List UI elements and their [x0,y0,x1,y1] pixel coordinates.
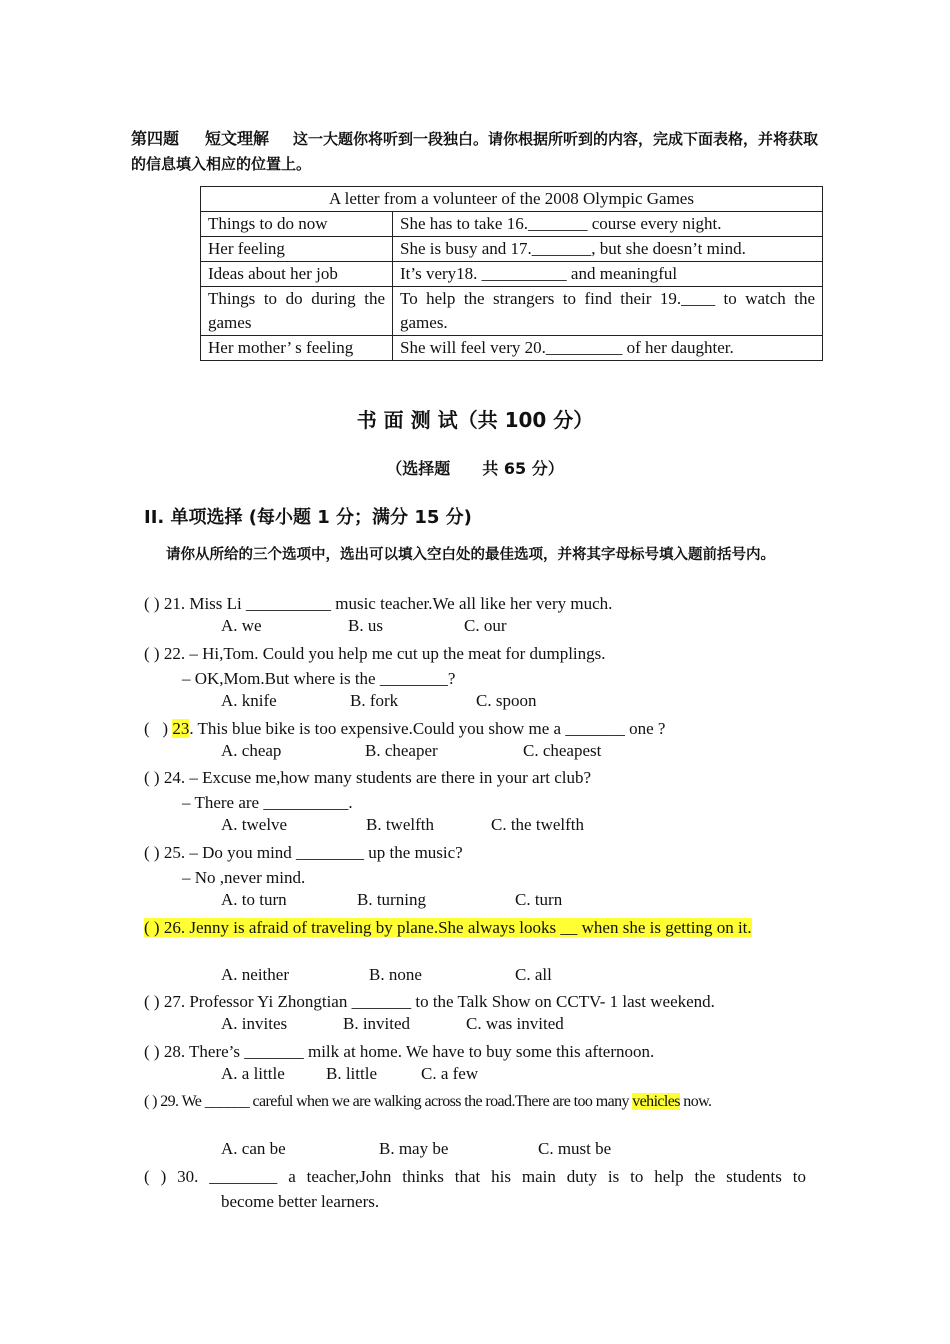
q22-option-c: C. spoon [476,691,537,710]
volunteer-letter-table [200,186,823,361]
question-30-continuation: become better learners. [221,1192,380,1211]
question-23-stem [144,716,665,741]
q29-highlight-word: vehicles [632,1093,680,1110]
section4-subtitle: 短文理解 [205,129,270,148]
section4-instruction: 这一大题你将听到一段独白。请你根据所听到的内容，完成下面表格，并将获取的信息填入相应的位置上。 [131,130,819,173]
table-row-label: Her mother’ s feeling [201,336,393,361]
q23-number-highlight: 23 [172,719,190,738]
q27-option-c: C. was invited [466,1014,564,1033]
table-row-label: Ideas about her job [201,262,393,287]
question-22-stem: ( ) 22. – Hi,Tom. Could you help me cut up the meat for dumplings. [144,644,606,663]
q26-option-c: C. all [515,965,552,984]
q29-option-c: C. must be [538,1139,612,1158]
table-header-row [201,187,823,212]
q29-option-b: B. may be [379,1139,449,1158]
q22-option-a: A. knife [221,691,277,710]
q27-option-a: A. invites [221,1014,288,1033]
question-21-stem: ( ) 21. Miss Li __________ music teacher.We all like her very much. [144,594,613,613]
question-24-reply: – There are __________. [182,793,353,812]
section4-title: 第四题 [131,129,180,148]
table-row-content: She has to take 16._______ course every night. [393,212,823,237]
table-row [201,287,823,336]
section4-heading [131,126,821,177]
q21-option-c: C. our [464,616,507,635]
table-row-label: Her feeling [201,237,393,262]
q26-option-b: B. none [369,965,422,984]
q23-prefix: ( ) [144,719,173,738]
q23-option-c: C. cheapest [523,741,602,760]
q25-option-a: A. to turn [221,890,287,909]
q27-option-b: B. invited [343,1014,411,1033]
table-row-content: To help the strangers to find their 19.____ to watch the games. [393,287,823,336]
table-row-label: Things to do now [201,212,393,237]
table-row [201,262,823,287]
question-29-stem [144,1089,806,1114]
table-row [201,237,823,262]
question-30-stem: ( ) 30. ________ a teacher,John thinks that his main duty is to help the students to [144,1167,806,1186]
q23-rest: . This blue bike is too expensive.Could you show me a _______ one ? [189,719,666,738]
table-row [201,212,823,237]
q28-option-c: C. a few [421,1064,479,1083]
question-28-stem: ( ) 28. There’s _______ milk at home. We have to buy some this afternoon. [144,1042,655,1061]
written-test-subtitle: （选择题 共 65 分） [386,459,564,478]
question-25-reply: – No ,never mind. [182,868,306,887]
table-row-content: It’s very18. __________ and meaningful [393,262,823,287]
table-row-content: She is busy and 17._______, but she doesn’t mind. [393,237,823,262]
question-24-stem: ( ) 24. – Excuse me,how many students are there in your art club? [144,768,592,787]
table-header: A letter from a volunteer of the 2008 Olympic Games [201,187,823,212]
q23-option-b: B. cheaper [365,741,438,760]
question-25-stem: ( ) 25. – Do you mind ________ up the music? [144,843,463,862]
q29-option-a: A. can be [221,1139,286,1158]
question-22-reply: – OK,Mom.But where is the ________? [182,669,456,688]
q24-option-c: C. the twelfth [491,815,585,834]
part2-title: II. 单项选择 (每小题 1 分；满分 15 分) [144,507,472,528]
q22-option-b: B. fork [350,691,399,710]
table-row-content: She will feel very 20._________ of her daughter. [393,336,823,361]
q29-prefix: ( ) 29. We ______ careful when we are walking across the road.There are too many [144,1093,633,1110]
q25-option-c: C. turn [515,890,563,909]
q28-option-b: B. little [326,1064,377,1083]
table-row [201,336,823,361]
question-26-stem [144,915,806,940]
q24-option-a: A. twelve [221,815,288,834]
q26-option-a: A. neither [221,965,289,984]
q21-option-a: A. we [221,616,262,635]
q26-highlight-text: ( ) 26. Jenny is afraid of traveling by plane.She always looks __ when she is getting on it. [144,918,752,937]
q23-option-a: A. cheap [221,741,282,760]
q24-option-b: B. twelfth [366,815,434,834]
q29-suffix: now. [679,1093,712,1110]
written-test-title [0,404,950,433]
q25-option-b: B. turning [357,890,426,909]
question-27-stem: ( ) 27. Professor Yi Zhongtian _______ to the Talk Show on CCTV- 1 last weekend. [144,992,715,1011]
q28-option-a: A. a little [221,1064,285,1083]
table-row-label: Things to do during the games [201,287,393,336]
written-test-title-text: 书 面 测 试（共 100 分） [356,408,594,432]
q21-option-b: B. us [348,616,383,635]
part2-instruction: 请你从所给的三个选项中，选出可以填入空白处的最佳选项，并将其字母标号填入题前括号内。 [166,547,775,563]
